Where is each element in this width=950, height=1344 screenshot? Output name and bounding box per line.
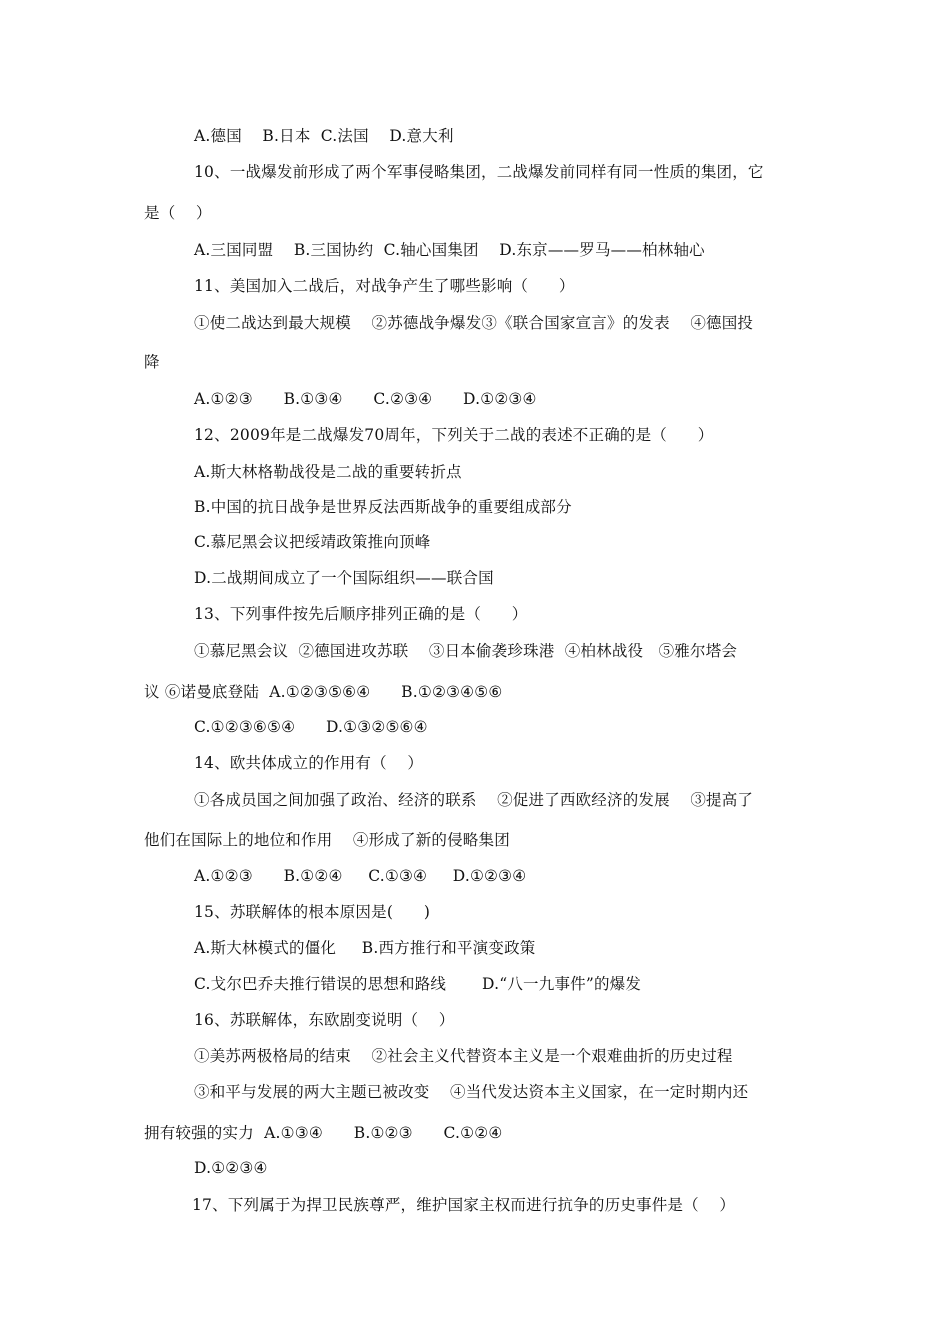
q11-stem: 11、美国加入二战后，对战争产生了哪些影响（ ） <box>194 277 575 295</box>
q14-stem: 14、欧共体成立的作用有（ ） <box>194 754 424 772</box>
q10-options: A.三国同盟 B.三国协约 C.轴心国集团 D.东京——罗马——柏林轴心 <box>194 241 705 259</box>
q12-option-c: C.慕尼黑会议把绥靖政策推向顶峰 <box>194 533 431 551</box>
q14-options: A.①②③ B.①②④ C.①③④ D.①②③④ <box>194 867 527 885</box>
q10-stem-continued: 是（ ） <box>144 204 212 222</box>
q16-stem: 16、苏联解体，东欧剧变说明（ ） <box>194 1011 455 1029</box>
q13-options: C.①②③⑥⑤④ D.①③②⑤⑥④ <box>194 718 428 736</box>
q12-option-a: A.斯大林格勒战役是二战的重要转折点 <box>194 463 462 481</box>
q11-items: ①使二战达到最大规模 ②苏德战争爆发③《联合国家宣言》的发表 ④德国投 <box>194 314 754 332</box>
q11-options: A.①②③ B.①③④ C.②③④ D.①②③④ <box>194 390 537 408</box>
q12-option-b: B.中国的抗日战争是世界反法西斯战争的重要组成部分 <box>194 498 572 516</box>
q16-items-continued: 拥有较强的实力 A.①③④ B.①②③ C.①②④ <box>144 1124 503 1142</box>
q16-items: ①美苏两极格局的结束 ②社会主义代替资本主义是一个艰难曲折的历史过程 <box>194 1047 733 1065</box>
q15-options-ab: A.斯大林模式的僵化 B.西方推行和平演变政策 <box>194 939 536 957</box>
q15-options-cd: C.戈尔巴乔夫推行错误的思想和路线 D.“八一九事件”的爆发 <box>194 975 642 993</box>
q10-stem: 10、一战爆发前形成了两个军事侵略集团，二战爆发前同样有同一性质的集团，它 <box>194 163 764 181</box>
q12-option-d: D.二战期间成立了一个国际组织——联合国 <box>194 569 494 587</box>
q16-items-2: ③和平与发展的两大主题已被改变 ④当代发达资本主义国家，在一定时期内还 <box>194 1083 749 1101</box>
q12-stem: 12、2009年是二战爆发70周年，下列关于二战的表述不正确的是（ ） <box>194 426 714 444</box>
q14-items: ①各成员国之间加强了政治、经济的联系 ②促进了西欧经济的发展 ③提高了 <box>194 791 754 809</box>
q14-items-continued: 他们在国际上的地位和作用 ④形成了新的侵略集团 <box>144 831 510 849</box>
q9-options: A.德国 B.日本 C.法国 D.意大利 <box>194 127 454 145</box>
q13-stem: 13、下列事件按先后顺序排列正确的是（ ） <box>194 605 528 623</box>
q15-stem: 15、苏联解体的根本原因是( ) <box>194 903 431 921</box>
q13-items-continued: 议 ⑥诺曼底登陆 A.①②③⑤⑥④ B.①②③④⑤⑥ <box>144 683 503 701</box>
q16-option-d: D.①②③④ <box>194 1159 268 1177</box>
q11-items-continued: 降 <box>144 353 160 371</box>
q13-items: ①慕尼黑会议 ②德国进攻苏联 ③日本偷袭珍珠港 ④柏林战役 ⑤雅尔塔会 <box>194 642 738 660</box>
q17-stem: 17、下列属于为捍卫民族尊严，维护国家主权而进行抗争的历史事件是（ ） <box>192 1196 736 1214</box>
